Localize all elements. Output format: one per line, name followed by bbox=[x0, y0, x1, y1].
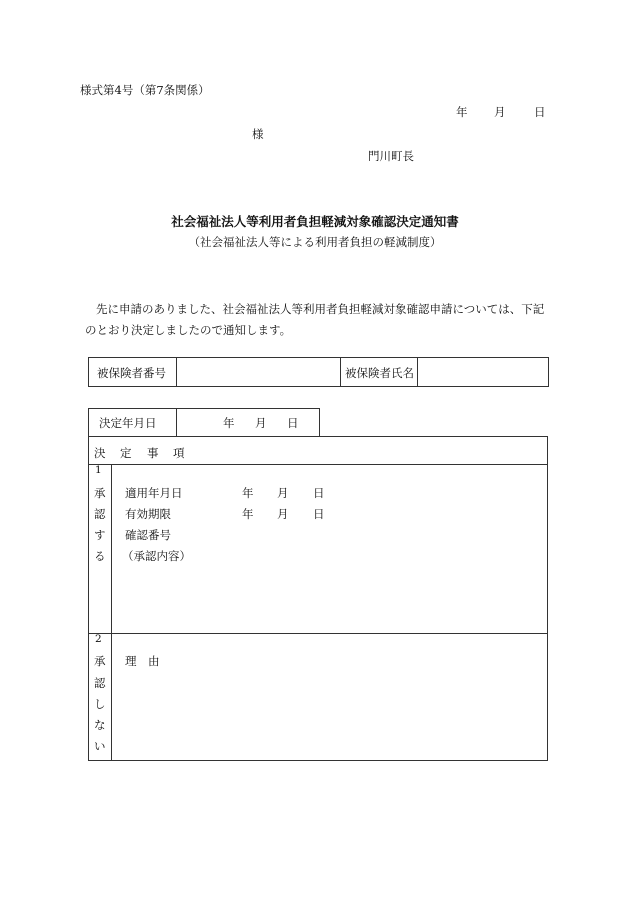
items-header-char-3: 事 bbox=[147, 446, 159, 460]
items-header-char-1: 決 bbox=[94, 446, 106, 460]
items-header-char-2: 定 bbox=[120, 446, 132, 460]
body-line-1: 先に申請のありました、社会福祉法人等利用者負担軽減対象確認申請については、下記 bbox=[96, 302, 545, 316]
header-date-day: 日 bbox=[534, 105, 546, 119]
reject-side-char-4: な bbox=[94, 718, 106, 732]
insured-divider-2 bbox=[340, 358, 341, 386]
decision-date-divider bbox=[176, 409, 177, 436]
apply-date-month: 月 bbox=[277, 486, 289, 500]
approval-content-label: （承認内容） bbox=[122, 549, 191, 563]
apply-date-label: 適用年月日 bbox=[125, 486, 183, 500]
form-number: 様式第4号（第7条関係） bbox=[80, 83, 210, 97]
approve-side-char-2: 認 bbox=[94, 507, 106, 521]
decision-date-box bbox=[88, 408, 320, 437]
document-title: 社会福祉法人等利用者負担軽減対象確認決定通知書 bbox=[171, 214, 459, 229]
insured-table bbox=[88, 357, 549, 387]
decision-date-label: 決定年月日 bbox=[99, 416, 157, 430]
body-line-2: のとおり決定しましたので通知します。 bbox=[85, 323, 292, 337]
reject-number: 2 bbox=[95, 633, 102, 645]
insured-divider-1 bbox=[176, 358, 177, 386]
reason-label: 理 由 bbox=[125, 654, 160, 668]
confirm-number-label: 確認番号 bbox=[125, 528, 171, 542]
reject-side-char-1: 承 bbox=[94, 654, 106, 668]
insured-divider-3 bbox=[417, 358, 418, 386]
decision-date-year: 年 bbox=[223, 416, 235, 430]
apply-date-year: 年 bbox=[242, 486, 254, 500]
approve-side-char-3: す bbox=[94, 528, 106, 542]
reject-side-char-5: い bbox=[94, 739, 106, 753]
valid-period-label: 有効期限 bbox=[125, 507, 171, 521]
decision-items-box bbox=[88, 436, 548, 761]
decision-date-day: 日 bbox=[287, 416, 299, 430]
header-date-year: 年 bbox=[456, 105, 468, 119]
reject-side-char-3: し bbox=[94, 697, 106, 711]
insured-name-label: 被保険者氏名 bbox=[345, 366, 414, 380]
apply-date-day: 日 bbox=[313, 486, 325, 500]
document-subtitle: （社会福祉法人等による利用者負担の軽減制度） bbox=[188, 235, 442, 249]
addressee-suffix: 様 bbox=[252, 127, 264, 141]
decision-date-month: 月 bbox=[255, 416, 267, 430]
valid-period-year: 年 bbox=[242, 507, 254, 521]
issuer: 門川町長 bbox=[368, 149, 414, 163]
valid-period-month: 月 bbox=[277, 507, 289, 521]
insured-number-label: 被保険者番号 bbox=[97, 366, 166, 380]
approve-number: 1 bbox=[95, 464, 102, 476]
items-header-divider bbox=[89, 464, 547, 465]
items-header-char-4: 項 bbox=[173, 446, 185, 460]
approve-side-char-4: る bbox=[94, 549, 106, 563]
reject-side-char-2: 認 bbox=[94, 676, 106, 690]
valid-period-day: 日 bbox=[313, 507, 325, 521]
header-date-month: 月 bbox=[494, 105, 506, 119]
side-column-divider bbox=[111, 464, 112, 760]
section-divider bbox=[89, 633, 547, 634]
approve-side-char-1: 承 bbox=[94, 486, 106, 500]
